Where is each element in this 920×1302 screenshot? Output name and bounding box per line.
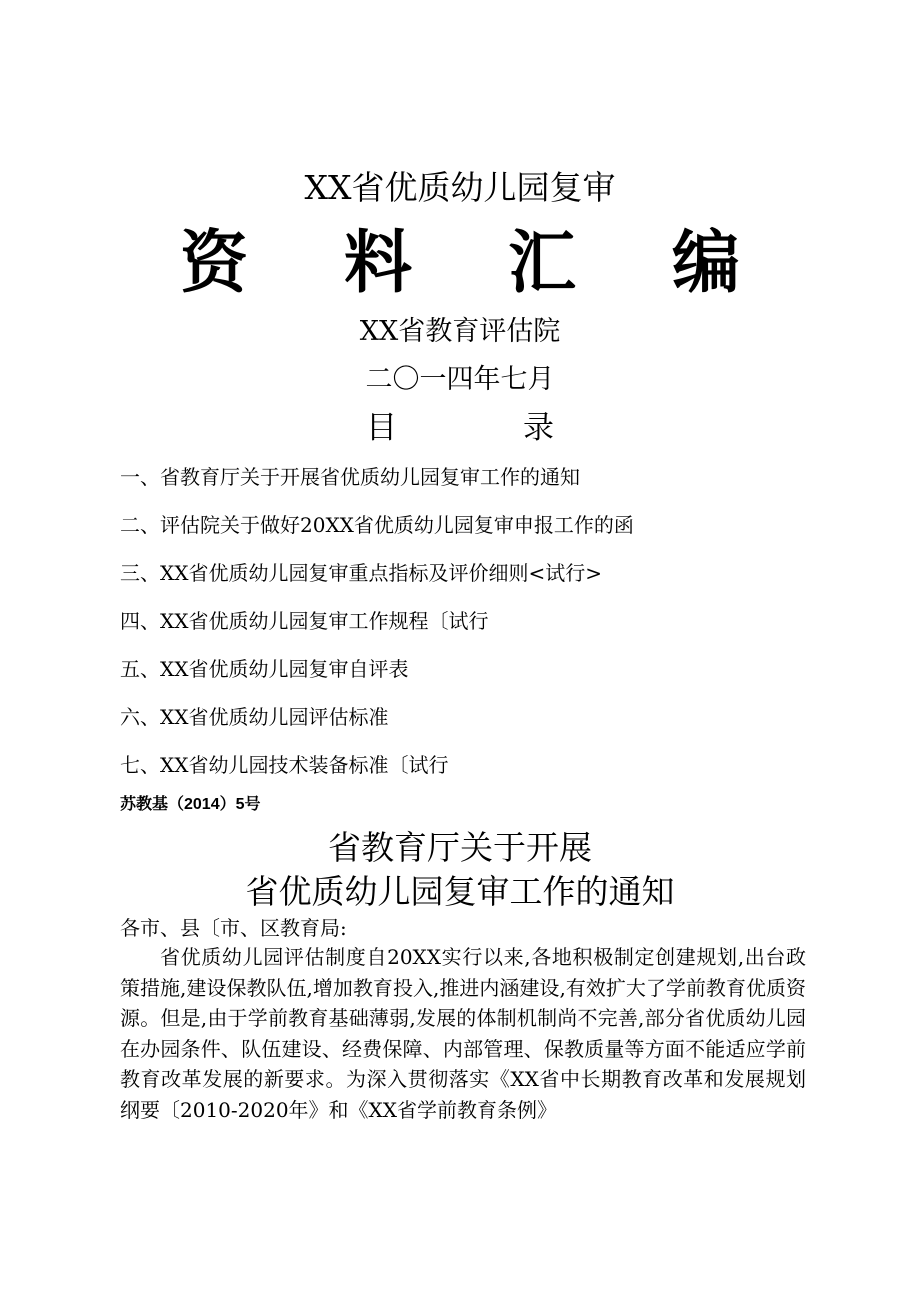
- cover-title-line1: XX省优质幼儿园复审: [304, 168, 616, 207]
- toc-item: 四、XX省优质幼儿园复审工作规程〔试行: [120, 609, 489, 633]
- notice-body-paragraph: 省优质幼儿园评估制度自20XX实行以来,各地积极制定创建规划,出台政策措施,建设保教队伍,增加教育投入,推进内涵建设,有效扩大了学前教育优质资源。但是,由于学前教育基础薄弱,发展的体制机制尚不完善,部分省优质幼儿园在办园条件、队伍建设、经费保障、内部管理、保教质量等方面不能适应学前教育改革发展的新要求。为深入贯彻落实《XX省中长期教育改革和发展规划纲要〔2010-2020年》和《XX省学前教育条例》: [120, 945, 806, 1122]
- salutation: 各市、县〔市、区教育局:: [120, 916, 347, 940]
- cover-title-line2: 资料汇编: [179, 223, 836, 303]
- toc-heading: 目录: [366, 410, 680, 446]
- toc-item: 七、XX省幼儿园技术装备标准〔试行: [120, 753, 449, 777]
- cover-date: 二〇一四年七月: [365, 364, 555, 395]
- toc-item: 三、XX省优质幼儿园复审重点指标及评价细则<试行>: [120, 561, 602, 585]
- toc-item: 五、XX省优质幼儿园复审自评表: [120, 657, 409, 681]
- notice-title-line1: 省教育厅关于开展: [328, 828, 592, 867]
- toc-item: 六、XX省优质幼儿园评估标准: [120, 705, 389, 729]
- toc-list: [120, 460, 820, 796]
- cover-issuer: XX省教育评估院: [359, 316, 561, 347]
- toc-item: 一、省教育厅关于开展省优质幼儿园复审工作的通知: [120, 465, 580, 489]
- toc-item: 二、评估院关于做好20XX省优质幼儿园复审申报工作的函: [120, 513, 634, 537]
- document-number: 苏教基（2014）5号: [120, 796, 261, 813]
- notice-title-line2: 省优质幼儿园复审工作的通知: [245, 872, 675, 911]
